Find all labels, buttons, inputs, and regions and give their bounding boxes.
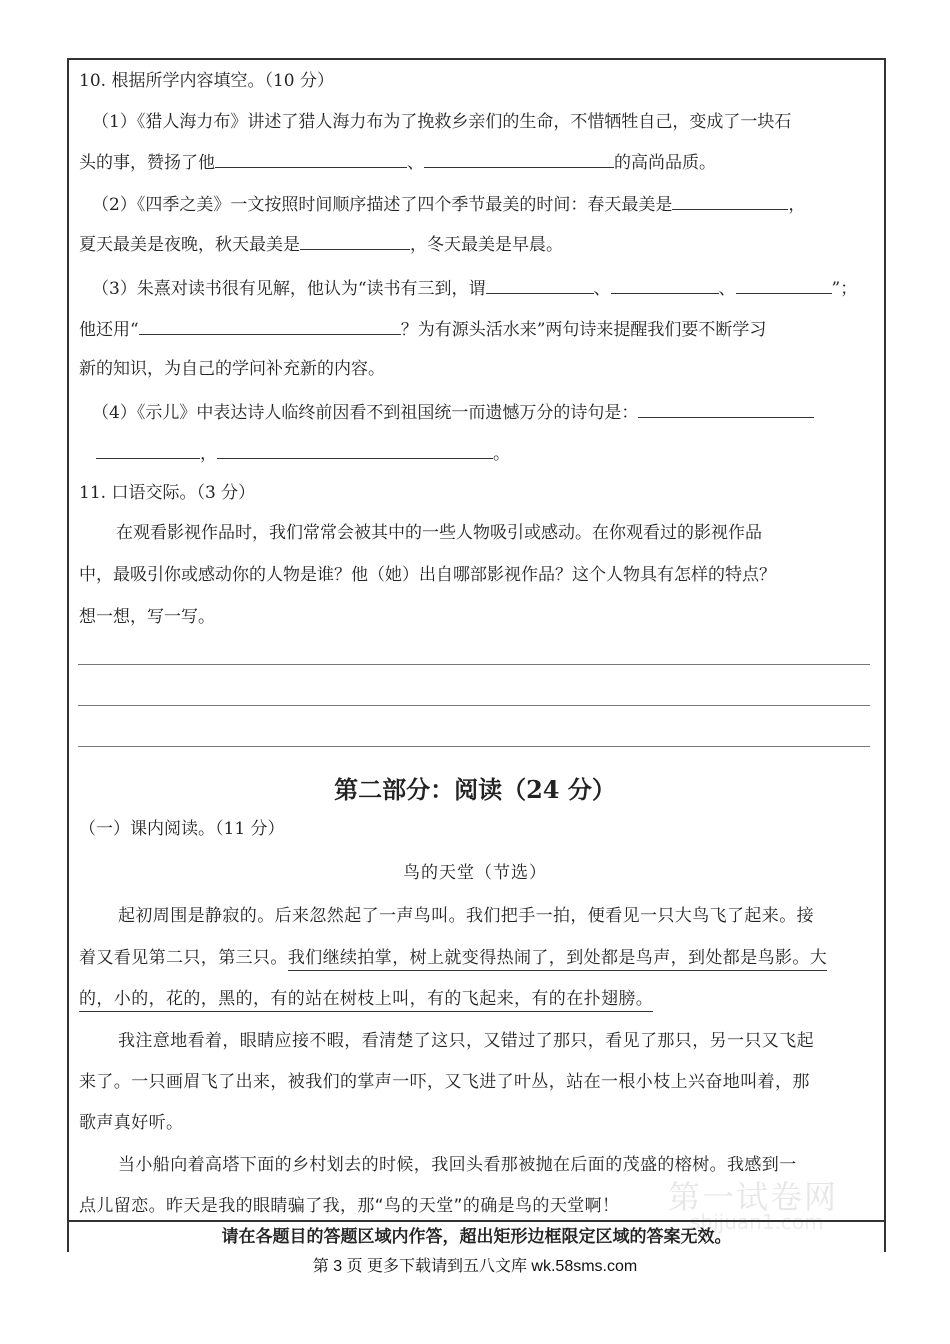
q10-p2-winter: ，冬天最美是早晨。: [410, 235, 563, 255]
page-number-info: 第 3 页 更多下载请到五八文库 wk.58sms.com: [312, 1258, 638, 1275]
q10-p1-blank-2[interactable]: [424, 150, 614, 168]
q10-p3-blank-2[interactable]: [611, 276, 719, 294]
q10-p4-blank-3[interactable]: [217, 441, 493, 459]
q10-p4-blank-2[interactable]: [96, 441, 200, 459]
answer-notice-text: 请在各题目的答题区域内作答，超出矩形边框限定区域的答案无效。: [221, 1227, 732, 1247]
q10-p1-sep: 、: [407, 153, 424, 173]
q11-body-line1: 在观看影视作品时，我们常常会被其中的一些人物吸引或感动。在你观看过的影视作品: [116, 523, 762, 543]
q11-header: 11. 口语交际。（3 分）: [79, 483, 256, 503]
answer-notice-bar: [67, 1220, 886, 1252]
q10-p2-blank-autumn[interactable]: [300, 232, 410, 250]
part2-subsection: （一）课内阅读。（11 分）: [79, 819, 285, 839]
q10-p4-comma: ，: [200, 444, 217, 464]
passage-para3-line2: 点儿留恋。昨天是我的眼睛骗了我，那“鸟的天堂”的确是鸟的天堂啊！: [79, 1196, 620, 1216]
q10-p1-line2: [79, 150, 716, 174]
q10-p3-line3: 新的知识，为自己的学问补充新的内容。: [79, 359, 385, 379]
q10-p2-line1: [92, 192, 805, 216]
passage-para1-line3: [79, 984, 653, 1009]
q10-p3-prefix: （3）朱熹对读书很有见解，他认为“读书有三到，谓: [92, 279, 486, 299]
q10-p3-line2: [79, 317, 766, 341]
q10-p4-line2: [96, 441, 510, 465]
q11-body-line3: 想一想，写一写。: [79, 607, 215, 627]
q11-answer-line-3[interactable]: [78, 746, 870, 747]
q10-p2-blank-spring[interactable]: [672, 192, 788, 210]
passage-underlined-part1: 我们继续拍掌，树上就变得热闹了，到处都是鸟声，到处都是鸟影。大: [288, 948, 827, 971]
passage-para2-line2: 来了。一只画眉飞了出来，被我们的掌声一吓，又飞进了叶丛，站在一根小枝上兴奋地叫着，那: [79, 1072, 810, 1092]
q10-header: 10. 根据所学内容填空。（10 分）: [79, 71, 334, 91]
q11-body-line2: 中，最吸引你或感动你的人物是谁？他（她）出自哪部影视作品？这个人物具有怎样的特点？: [79, 565, 776, 585]
passage-para1-line2: [79, 943, 827, 968]
q10-p2-summer: 夏天最美是夜晚，秋天最美是: [79, 235, 300, 255]
passage-para2-line3: 歌声真好听。: [79, 1113, 184, 1133]
q10-p4-blank-1[interactable]: [638, 400, 814, 418]
q10-p3-blank-poem[interactable]: [139, 317, 401, 335]
q10-p2-prefix: （2）《四季之美》一文按照时间顺序描述了四个季节最美的时间：春天最美是: [92, 195, 673, 215]
passage-para1-line1: 起初周围是静寂的。后来忽然起了一声鸟叫。我们把手一拍，便看见一只大鸟飞了起来。接: [118, 906, 814, 926]
q10-p2-line2: [79, 232, 563, 256]
q10-p2-comma: ，: [788, 195, 806, 215]
q10-p3-line1: [92, 276, 857, 300]
watermark-url: shijuan1.com: [690, 1210, 824, 1234]
q10-p4-prefix: （4）《示儿》中表达诗人临终前因看不到祖国统一而遗憾万分的诗句是：: [92, 403, 639, 423]
q10-p1-suffix: 的高尚品质。: [614, 153, 716, 173]
q10-p3-quote-open: 他还用“: [79, 320, 139, 340]
q10-p3-blank-1[interactable]: [486, 276, 594, 294]
q10-p4-period: 。: [493, 444, 510, 464]
q10-p3-blank-3[interactable]: [736, 276, 832, 294]
q10-p3-sep2: 、: [718, 279, 736, 299]
passage-para2-line1: 我注意地看着，眼睛应接不暇，看清楚了这只，又错过了那只，看见了那只，另一只又飞起: [118, 1031, 814, 1051]
q10-p1-line1: （1）《猎人海力布》讲述了猎人海力布为了挽救乡亲们的生命，不惜牺牲自己，变成了一块石: [92, 112, 792, 132]
q10-p1-blank-1[interactable]: [215, 150, 407, 168]
passage-para1-plain: 着又看见第二只，第三只。: [79, 948, 288, 968]
q11-answer-line-2[interactable]: [78, 705, 870, 706]
passage-para3-line1: 当小船向着高塔下面的乡村划去的时候，我回头看那被抛在后面的茂盛的榕树。我感到一: [118, 1155, 797, 1175]
passage-title: 鸟的天堂（节选）: [403, 863, 547, 883]
q10-p4-line1: [92, 400, 814, 424]
watermark-text: 第一试卷网: [668, 1178, 839, 1216]
part2-title: 第二部分：阅读（24 分）: [334, 775, 616, 804]
passage-underlined-part2: 的，小的，花的，黑的，有的站在树枝上叫，有的飞起来，有的在扑翅膀。: [79, 989, 653, 1012]
q10-p1-prefix: 头的事，赞扬了他: [79, 153, 215, 173]
q11-answer-line-1[interactable]: [78, 664, 870, 665]
q10-p3-poem-rest: ？为有源头活水来”两句诗来提醒我们要不断学习: [400, 320, 767, 340]
q10-p3-sep1: 、: [593, 279, 611, 299]
q10-p3-close: ”；: [831, 279, 858, 299]
